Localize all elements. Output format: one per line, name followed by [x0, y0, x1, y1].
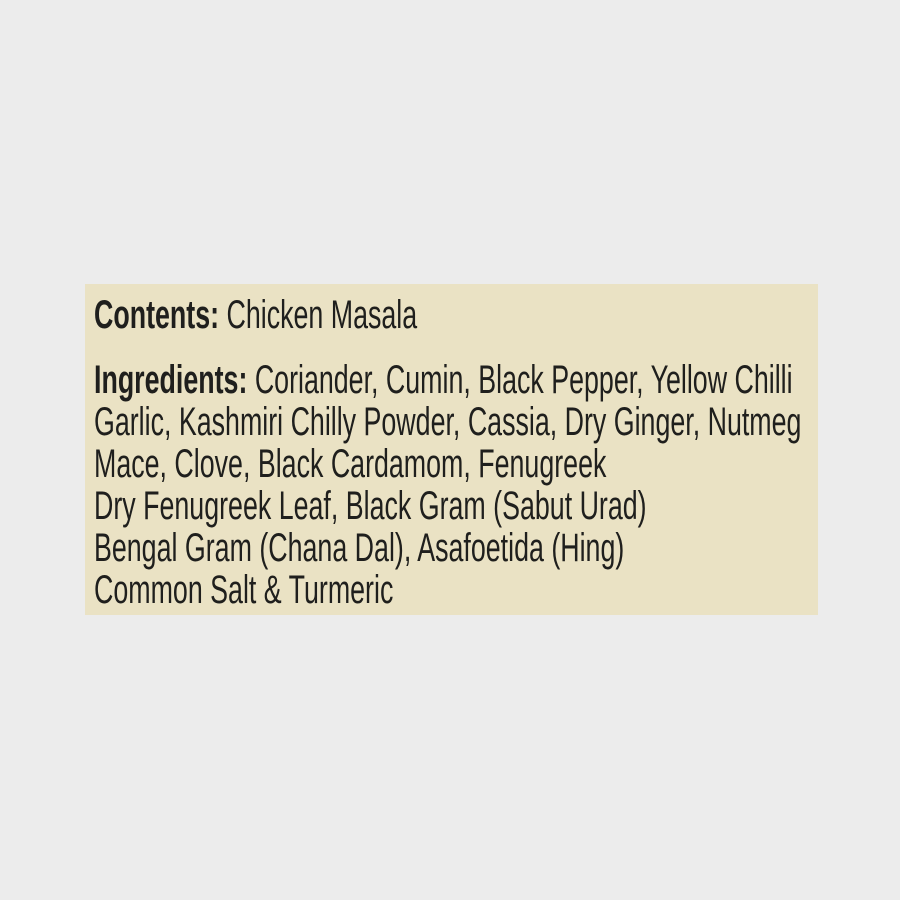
contents-heading: Contents:	[94, 293, 220, 337]
ingredients-line-5: Bengal Gram (Chana Dal), Asafoetida (Hing)	[94, 526, 625, 570]
ingredients-heading: Ingredients:	[94, 358, 248, 402]
contents-line	[94, 294, 827, 336]
ingredients-line-2: Garlic, Kashmiri Chilly Powder, Cassia, Dry Ginger, Nutmeg	[94, 400, 802, 444]
ingredients-label-panel	[85, 284, 818, 615]
label-text-block	[94, 294, 827, 611]
ingredients-line-1-text: Coriander, Cumin, Black Pepper, Yellow Chilli	[254, 358, 793, 402]
ingredients-block	[94, 359, 827, 611]
contents-value: Chicken Masala	[226, 293, 418, 337]
ingredients-line-4: Dry Fenugreek Leaf, Black Gram (Sabut Urad)	[94, 484, 647, 528]
ingredients-line-3: Mace, Clove, Black Cardamom, Fenugreek	[94, 442, 607, 486]
ingredients-line-6: Common Salt & Turmeric	[94, 568, 394, 612]
ingredients-line-1	[94, 359, 827, 401]
